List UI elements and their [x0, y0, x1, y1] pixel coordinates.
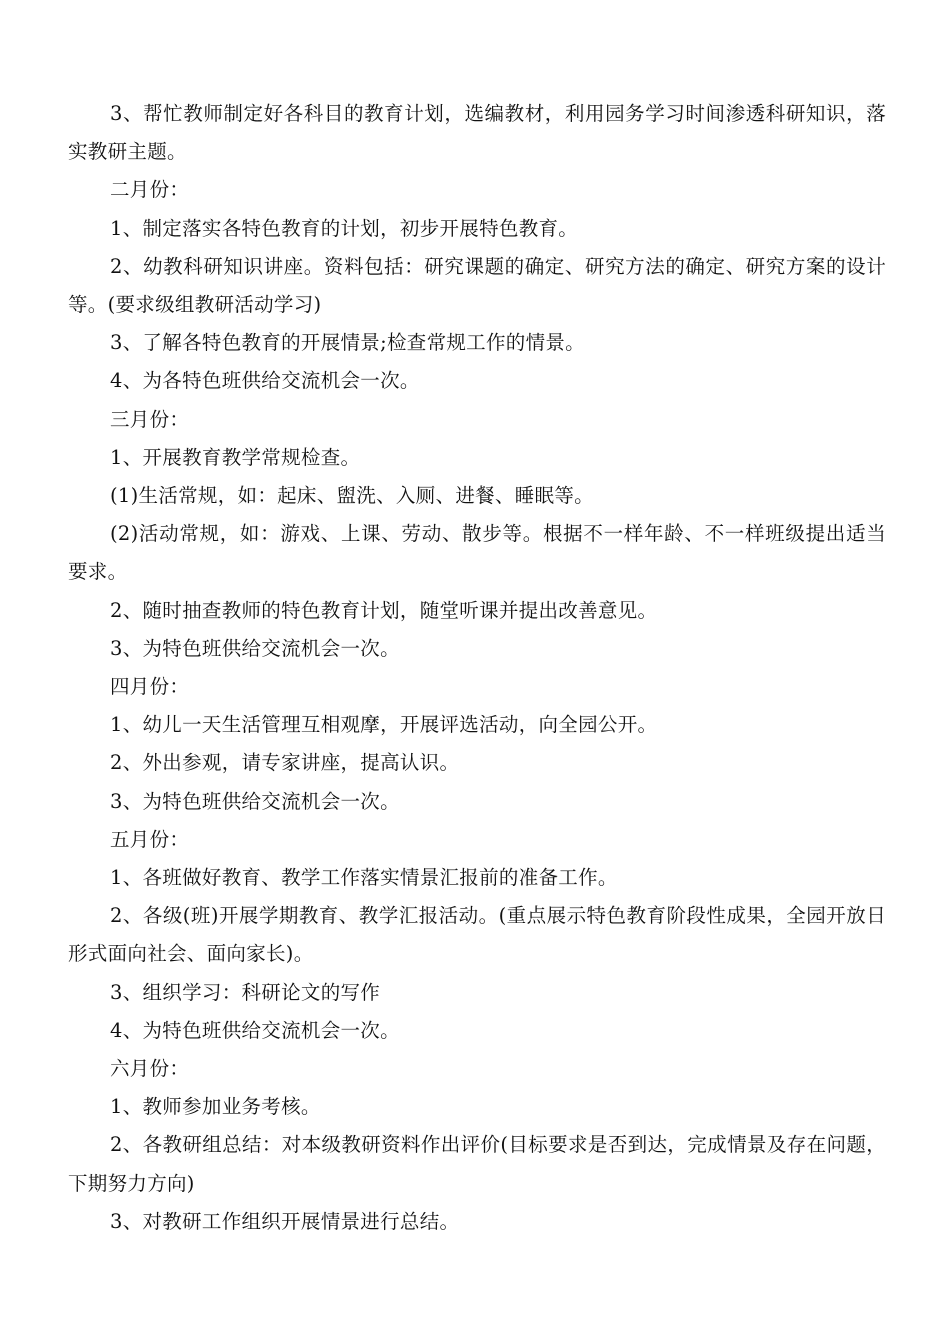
paragraph-feb-1: 1、制定落实各特色教育的计划，初步开展特色教育。 — [110, 216, 579, 240]
paragraph-apr-2: 2、外出参观，请专家讲座，提高认识。 — [110, 751, 460, 775]
paragraph-feb-2: 2、幼教科研知识讲座。资料包括：研究课题的确定、研究方法的确定、研究方案的设计等。(要求级组教研活动学习) — [68, 254, 886, 317]
paragraph-may-1: 1、各班做好教育、教学工作落实情景汇报前的准备工作。 — [110, 866, 618, 890]
paragraph-apr-1: 1、幼儿一天生活管理互相观摩，开展评选活动，向全园公开。 — [110, 713, 658, 737]
paragraph-feb-3: 3、了解各特色教育的开展情景;检查常规工作的情景。 — [110, 331, 585, 355]
paragraph-may-4: 4、为特色班供给交流机会一次。 — [110, 1018, 400, 1042]
paragraph-mar-1-sub-2: (2)活动常规，如：游戏、上课、劳动、散步等。根据不一样年龄、不一样班级提出适当要求。 — [68, 522, 886, 584]
paragraph-task-3-teacher-plans: 3、帮忙教师制定好各科目的教育计划，选编教材，利用园务学习时间渗透科研知识，落实教研主题。 — [68, 102, 886, 164]
paragraph-mar-1-sub-1: (1)生活常规，如：起床、盥洗、入厕、进餐、睡眠等。 — [110, 484, 594, 508]
paragraph-may-2: 2、各级(班)开展学期教育、教学汇报活动。(重点展示特色教育阶段性成果，全园开放日形式面向社会、面向家长)。 — [68, 904, 886, 966]
paragraph-mar-1: 1、开展教育教学常规检查。 — [110, 445, 361, 469]
heading-may: 五月份： — [110, 827, 190, 851]
paragraph-feb-4: 4、为各特色班供给交流机会一次。 — [110, 369, 420, 393]
paragraph-may-3: 3、组织学习：科研论文的写作 — [110, 980, 381, 1004]
heading-march: 三月份： — [110, 407, 190, 431]
heading-april: 四月份： — [110, 675, 190, 699]
paragraph-apr-3: 3、为特色班供给交流机会一次。 — [110, 789, 400, 813]
paragraph-jun-2: 2、各教研组总结：对本级教研资料作出评价(目标要求是否到达，完成情景及存在问题，下期努力方向) — [68, 1133, 886, 1195]
document-body — [68, 95, 886, 1241]
paragraph-mar-3: 3、为特色班供给交流机会一次。 — [110, 636, 400, 660]
paragraph-jun-1: 1、教师参加业务考核。 — [110, 1095, 321, 1119]
paragraph-mar-2: 2、随时抽查教师的特色教育计划，随堂听课并提出改善意见。 — [110, 598, 658, 622]
paragraph-jun-3: 3、对教研工作组织开展情景进行总结。 — [110, 1209, 460, 1233]
heading-february: 二月份： — [110, 178, 190, 202]
heading-june: 六月份： — [110, 1057, 190, 1081]
